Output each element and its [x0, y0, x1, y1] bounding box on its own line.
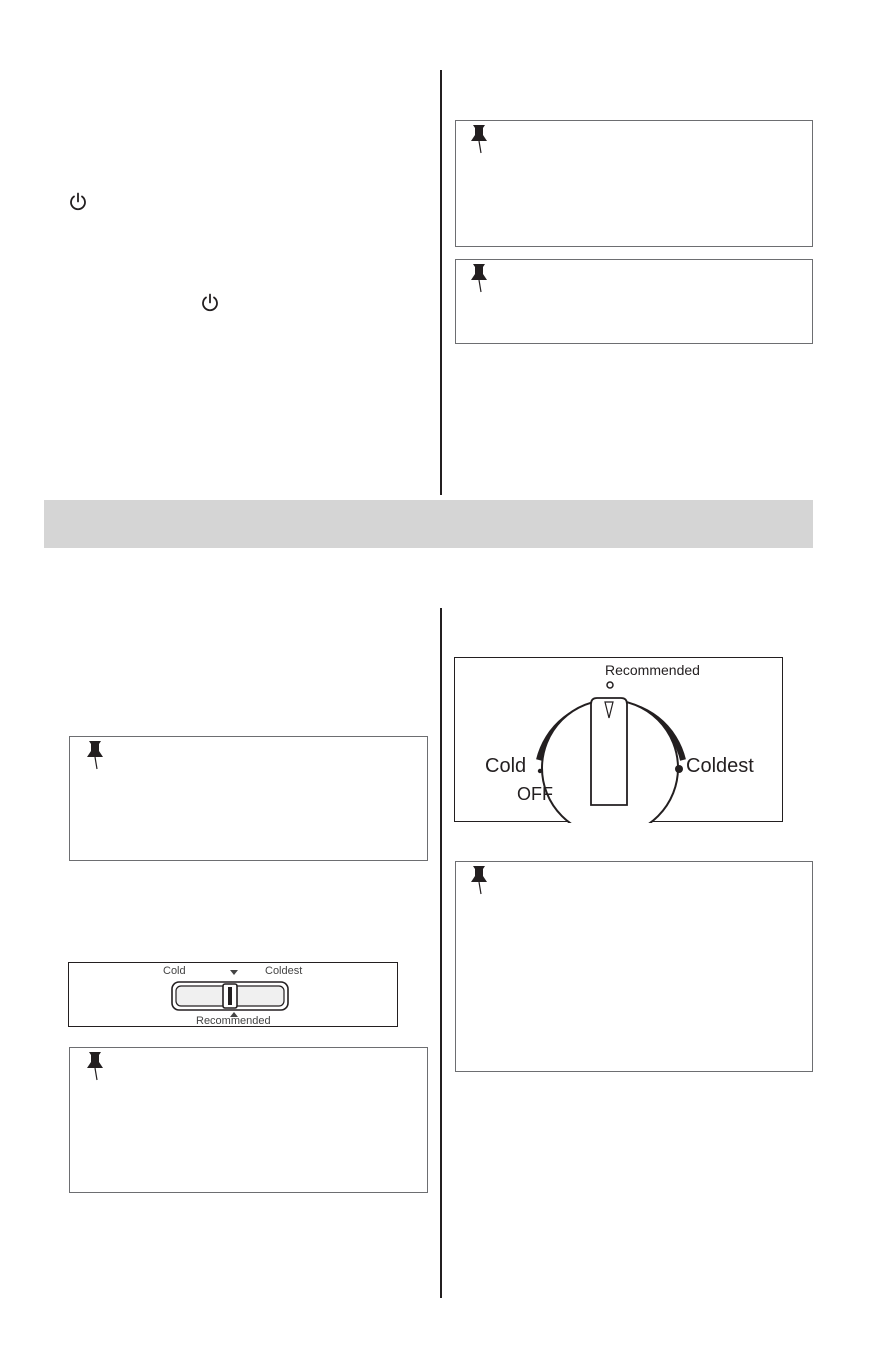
slider-label-cold: Cold: [163, 965, 186, 977]
dial-label-coldest: Coldest: [686, 755, 754, 777]
section-banner: [44, 500, 813, 548]
slider-label-recommended: Recommended: [196, 1015, 271, 1027]
column-divider-top: [440, 70, 442, 495]
note-box: [69, 736, 428, 861]
down-arrow-icon: [230, 970, 238, 976]
note-box: [455, 861, 813, 1072]
slider-control-figure: [68, 962, 398, 1027]
slider-track: [171, 981, 289, 1011]
pushpin-icon: [86, 1050, 104, 1082]
dial-control-figure: [454, 657, 783, 822]
pushpin-icon: [86, 739, 104, 771]
note-box: [69, 1047, 428, 1193]
note-box: [455, 120, 813, 247]
pushpin-icon: [470, 262, 488, 294]
dial-label-recommended: Recommended: [605, 662, 700, 678]
dial-label-cold: Cold: [485, 755, 527, 777]
note-box: [455, 259, 813, 344]
power-icon: [200, 293, 220, 313]
column-divider-bottom: [440, 608, 442, 1298]
power-icon: [68, 192, 88, 212]
dial-graphic: [455, 658, 784, 823]
pushpin-icon: [470, 864, 488, 896]
dial-label-off: OFF: [517, 784, 553, 804]
pushpin-icon: [470, 123, 488, 155]
slider-label-coldest: Coldest: [265, 965, 303, 977]
